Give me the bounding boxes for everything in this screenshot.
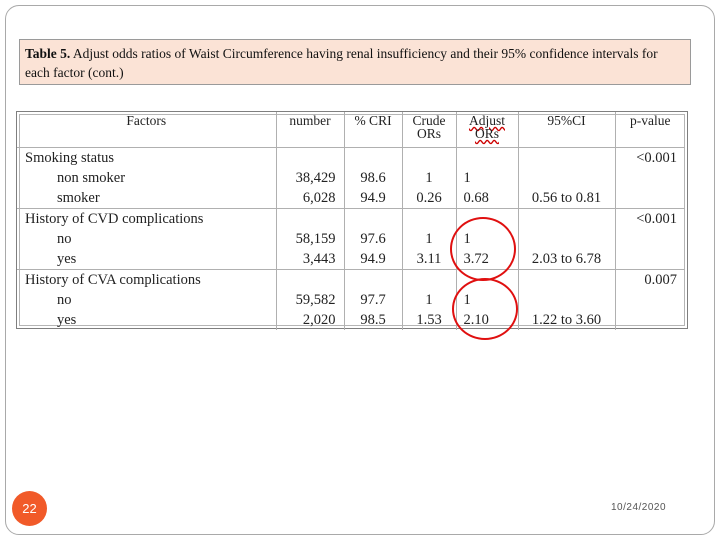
row-number: 59,582 bbox=[276, 290, 344, 310]
row-label: no bbox=[57, 292, 72, 308]
header-adjust-line2: ORs bbox=[474, 126, 499, 141]
row-ci: 1.22 to 3.60 bbox=[518, 310, 615, 330]
group-row-smoking bbox=[17, 148, 685, 169]
row-ci: 2.03 to 6.78 bbox=[518, 249, 615, 270]
header-adjust-line1: Adjust bbox=[468, 113, 505, 128]
group-title: Smoking status bbox=[25, 150, 115, 166]
caption-label: Table 5. bbox=[25, 46, 71, 61]
table-image bbox=[16, 111, 688, 329]
row-number: 3,443 bbox=[276, 249, 344, 270]
table-row bbox=[17, 168, 685, 188]
group-pvalue: <0.001 bbox=[615, 148, 685, 169]
group-pvalue: <0.001 bbox=[615, 209, 685, 230]
row-crude: 3.11 bbox=[402, 249, 456, 270]
row-cri: 94.9 bbox=[344, 249, 402, 270]
header-crude-line1: Crude bbox=[412, 113, 446, 128]
row-ci: 0.56 to 0.81 bbox=[518, 188, 615, 209]
row-cri: 98.5 bbox=[344, 310, 402, 330]
header-factors: Factors bbox=[126, 113, 167, 128]
row-label: yes bbox=[57, 251, 77, 267]
row-number: 2,020 bbox=[276, 310, 344, 330]
table-row bbox=[17, 229, 685, 249]
table-caption bbox=[19, 39, 691, 85]
row-adjust: 2.10 bbox=[456, 310, 518, 330]
group-row-cvd bbox=[17, 209, 685, 230]
results-table bbox=[17, 112, 685, 330]
header-adjust-ors bbox=[456, 112, 518, 148]
row-label: no bbox=[57, 231, 72, 247]
table-row bbox=[17, 290, 685, 310]
row-crude: 1 bbox=[402, 290, 456, 310]
table-row bbox=[17, 249, 685, 270]
row-cri: 97.6 bbox=[344, 229, 402, 249]
header-cri: % CRI bbox=[344, 112, 402, 148]
row-cri: 94.9 bbox=[344, 188, 402, 209]
row-ci bbox=[518, 168, 615, 188]
header-ci: 95%CI bbox=[518, 112, 615, 148]
row-adjust: 0.68 bbox=[456, 188, 518, 209]
row-adjust: 1 bbox=[456, 229, 518, 249]
annotation-circle-cvd bbox=[450, 217, 516, 281]
row-ci bbox=[518, 290, 615, 310]
header-number: number bbox=[276, 112, 344, 148]
slide-date: 10/24/2020 bbox=[611, 502, 667, 513]
row-adjust: 1 bbox=[456, 168, 518, 188]
header-row bbox=[17, 112, 685, 148]
header-crude-ors bbox=[402, 112, 456, 148]
row-cri: 97.7 bbox=[344, 290, 402, 310]
table-row bbox=[17, 310, 685, 330]
row-label: non smoker bbox=[57, 170, 126, 186]
row-adjust: 1 bbox=[456, 290, 518, 310]
header-crude-line2: ORs bbox=[416, 126, 441, 141]
group-pvalue: 0.007 bbox=[615, 270, 685, 291]
page-number-badge: 22 bbox=[12, 491, 47, 526]
header-pvalue: p-value bbox=[615, 112, 685, 148]
group-row-cva bbox=[17, 270, 685, 291]
row-ci bbox=[518, 229, 615, 249]
row-crude: 0.26 bbox=[402, 188, 456, 209]
row-cri: 98.6 bbox=[344, 168, 402, 188]
group-title: History of CVD complications bbox=[25, 211, 204, 227]
row-label: yes bbox=[57, 312, 77, 328]
annotation-circle-cva bbox=[452, 278, 518, 340]
row-adjust: 3.72 bbox=[456, 249, 518, 270]
row-crude: 1 bbox=[402, 229, 456, 249]
row-label: smoker bbox=[57, 190, 100, 206]
row-crude: 1.53 bbox=[402, 310, 456, 330]
row-number: 6,028 bbox=[276, 188, 344, 209]
table-row bbox=[17, 188, 685, 209]
group-title: History of CVA complications bbox=[25, 272, 201, 288]
row-number: 38,429 bbox=[276, 168, 344, 188]
row-number: 58,159 bbox=[276, 229, 344, 249]
row-crude: 1 bbox=[402, 168, 456, 188]
caption-text: Adjust odds ratios of Waist Circumference having renal insufficiency and their 95% confidence intervals for each factor (cont.) bbox=[25, 46, 658, 80]
